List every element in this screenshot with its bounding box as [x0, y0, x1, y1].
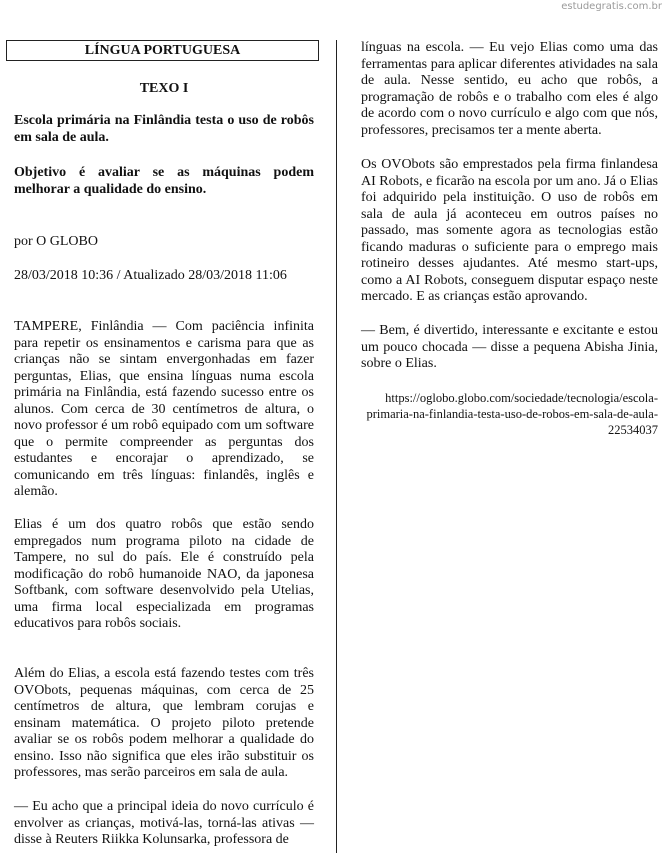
paragraph-1: TAMPERE, Finlândia — Com paciência infinita para repetir os ensinamentos e carisma para que as crianças não se sintam envergonhadas em fazer perguntas, Elias, que ensina línguas numa escola primária na Finlândia, está fazendo sucesso entre os alunos. Com cerca de 30 centímetros de altura, o novo professor é um robô equipado com um software que o permite compreender as perguntas dos estudantes e encorajar o aprendizado, se comunicando em três línguas: finlandês, inglês e alemão.	[14, 319, 314, 499]
dateline: 28/03/2018 10:36 / Atualizado 28/03/2018 11:06	[14, 268, 287, 283]
subject-header: LÍNGUA PORTUGUESA	[6, 40, 319, 61]
subheadline: Objetivo é avaliar se as máquinas podem melhorar a qualidade do ensino.	[14, 165, 314, 197]
paragraph-5: línguas na escola. — Eu vejo Elias como uma das ferramentas para aplicar diferentes atividades na sala de aula. Nesse sentido, eu acho que robôs, a programação de robôs e o trabalho com eles é algo de acordo com o novo currículo e algo com que nós, professores, precisamos ter a mente aberta.	[361, 40, 658, 138]
paragraph-3: Além do Elias, a escola está fazendo testes com três OVObots, pequenas máquinas, com cerca de 25 centímetros de altura, que lembram corujas e ensinam matemática. O projeto piloto pretende avaliar se os robôs podem melhorar a qualidade do ensino. Isso não significa que eles irão substituir os professores, mas serão parceiros em sala de aula.	[14, 666, 314, 780]
paragraph-2: Elias é um dos quatro robôs que estão sendo empregados num programa piloto na cidade de Tampere, no sul do país. Ele é construído pela modificação do robô humanoide NAO, da japonesa Softbank, com software desenvolvido pela Utelias, uma firma local especializada em programas educativos para robôs sociais.	[14, 517, 314, 631]
column-divider	[336, 40, 337, 853]
source-link[interactable]: https://oglobo.globo.com/sociedade/tecnologia/escola-primaria-na-finlandia-testa-uso-de-robos-em-sala-de-aula-22534037	[366, 391, 658, 437]
byline: por O GLOBO	[14, 234, 98, 249]
text-label: TEXO I	[139, 81, 189, 96]
paragraph-6: Os OVObots são emprestados pela firma finlandesa AI Robots, e ficarão na escola por um ano. Já o Elias foi adquirido pela instituição. O uso de robôs em sala de aula já aconteceu em outros países no passado, mas somente agora as tecnologias estão ficando maduras o suficiente para o emprego mais rotineiro desses ajudantes. Até mesmo start-ups, como a AI Robots, conseguem disputar espaço neste mercado. E as crianças estão aprovando.	[361, 157, 658, 304]
paragraph-4: — Eu acho que a principal ideia do novo currículo é envolver as crianças, motivá-las, torná-las ativas — disse à Reuters Riikka Kolunsarka, professora de	[14, 799, 314, 847]
watermark: estudegratis.com.br	[561, 1, 662, 12]
headline: Escola primária na Finlândia testa o uso de robôs em sala de aula.	[14, 113, 314, 145]
paragraph-7: — Bem, é divertido, interessante e excitante e estou um pouco chocada — disse a pequena Abisha Jinia, sobre o Elias.	[361, 323, 658, 371]
